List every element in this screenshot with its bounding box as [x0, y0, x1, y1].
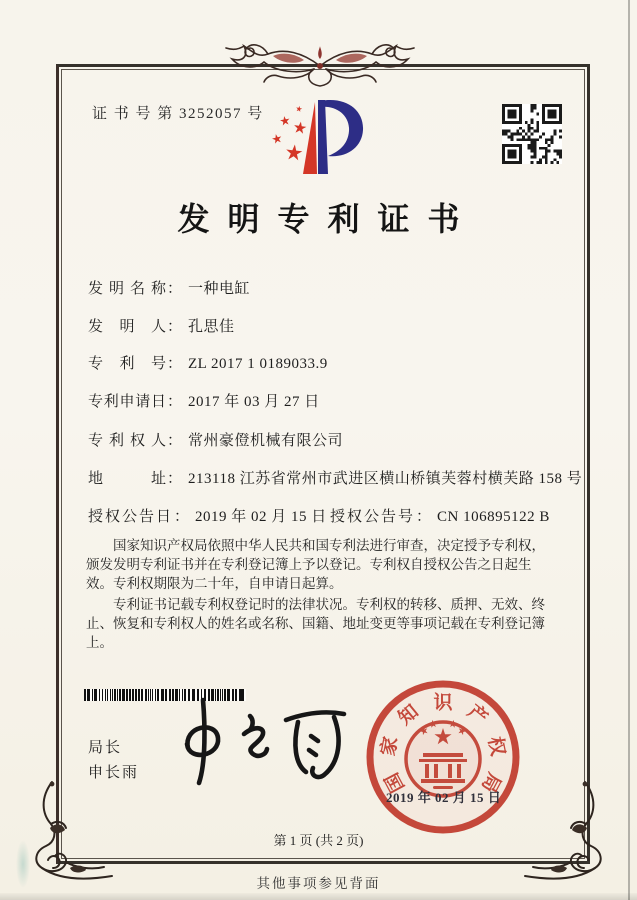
seal-date: 2019 年 02 月 15 日 — [386, 790, 502, 805]
field-label: 专利申请日 — [88, 394, 166, 410]
notice-paragraph-2: 专利证书记载专利权登记时的法律状况。专利权的转移、质押、无效、终止、恢复和专利权人的姓名或名称、国籍、地址变更等事项记载在专利登记簿上。 — [86, 597, 545, 650]
official-seal — [361, 675, 525, 839]
signer-title: 局长 — [88, 740, 123, 756]
seal-arc-char: 局 — [476, 769, 505, 796]
seal-arc-char: 知 — [394, 701, 423, 730]
field-value: ZL 2017 1 0189033.9 — [188, 356, 328, 372]
field-label: 专利权人 — [88, 433, 166, 449]
back-side-note: 其他事项参见背面 — [256, 876, 381, 891]
grant-date-label: 授权公告日 — [88, 509, 174, 525]
grant-number-value: CN 106895122 B — [437, 509, 550, 525]
field-patent-number: 专利号： ZL 2017 1 0189033.9 — [88, 352, 328, 373]
field-label: 发明名称 — [88, 281, 166, 297]
field-value: 孔思佳 — [188, 319, 235, 335]
certificate-title: 发明专利证书 — [177, 201, 478, 237]
scan-smudge-artifact — [16, 840, 30, 888]
grant-number-group: 授权公告号： CN 106895122 B — [330, 509, 550, 525]
legal-notice — [86, 536, 551, 654]
seal-arc-text — [361, 675, 525, 839]
field-value: 2017 年 03 月 27 日 — [188, 394, 320, 410]
grant-date-group: 授权公告日： 2019 年 02 月 15 日 — [88, 509, 327, 525]
seal-arc-char: 家 — [377, 735, 403, 758]
seal-arc-char: 国 — [381, 769, 410, 796]
field-label: 地址 — [88, 471, 166, 487]
field-label: 发明人 — [88, 319, 166, 335]
qr-code — [502, 104, 562, 164]
signer-name: 申长雨 — [88, 765, 140, 781]
field-value: 一种电缸 — [188, 281, 251, 297]
field-inventor: 发明人： 孔思佳 — [88, 315, 235, 336]
cnipa-logo — [268, 98, 368, 180]
grant-row — [88, 505, 550, 526]
field-label: 专利号 — [88, 356, 166, 372]
seal-arc-char: 权 — [483, 735, 509, 758]
seal-arc-char: 产 — [463, 701, 492, 730]
scan-edge-artifact — [0, 893, 637, 900]
grant-date-value: 2019 年 02 月 15 日 — [195, 509, 327, 525]
field-value: 213118 江苏省常州市武进区横山桥镇芙蓉村横芙路 158 号 — [188, 471, 583, 487]
notice-paragraph-1: 国家知识产权局依照中华人民共和国专利法进行审查，决定授予专利权，颁发发明专利证书并在专利登记簿上予以登记。专利权自授权公告之日起生效。专利权期限为二十年，自申请日起算。 — [86, 538, 545, 591]
page-number: 第 1 页 (共 2 页) — [273, 833, 364, 848]
certificate-number: 证 书 号 第 3252057 号 — [92, 106, 264, 122]
field-patentee: 专利权人： 常州豪僜机械有限公司 — [88, 429, 343, 450]
dragon-flourish-ornament — [216, 36, 424, 94]
seal-arc-char: 识 — [433, 692, 453, 714]
field-address: 地址： 213118 江苏省常州市武进区横山桥镇芙蓉村横芙路 158 号 — [88, 467, 582, 488]
handwritten-signature — [158, 690, 353, 790]
field-invention-name: 发明名称： 一种电缸 — [88, 277, 250, 298]
field-application-date: 专利申请日： 2017 年 03 月 27 日 — [88, 390, 320, 411]
scan-edge-artifact — [628, 0, 630, 900]
grant-number-label: 授权公告号 — [330, 509, 416, 525]
field-value: 常州豪僜机械有限公司 — [188, 433, 344, 449]
